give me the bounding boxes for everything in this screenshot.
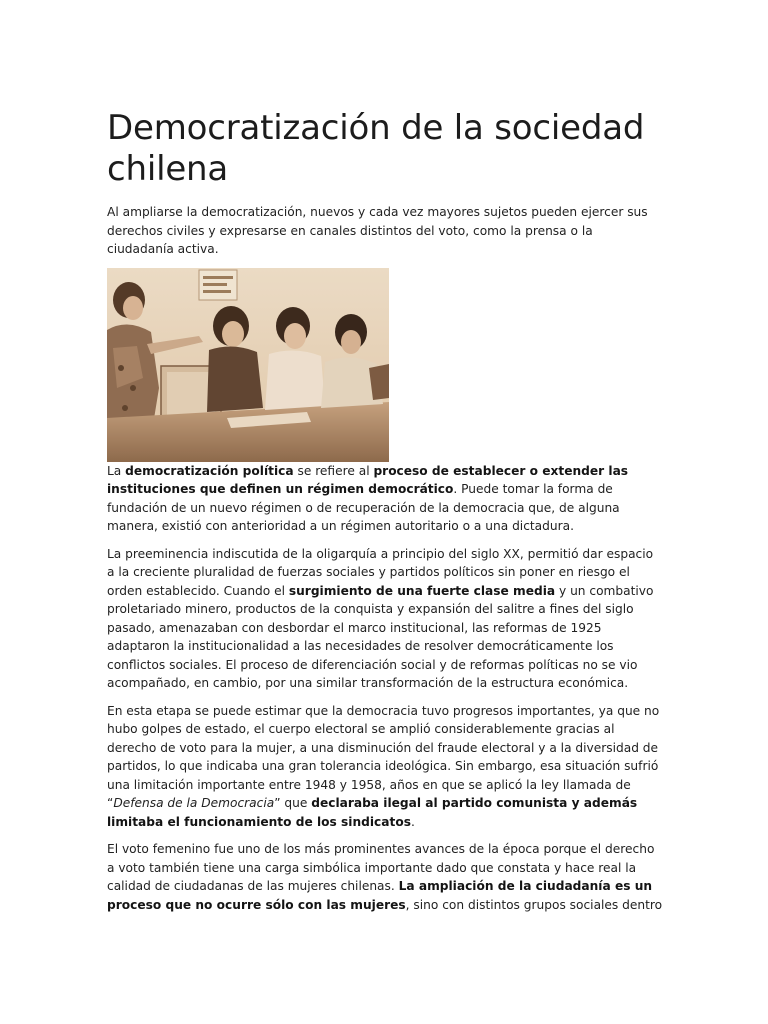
document-page [107,108,663,923]
paragraph-progresos: En esta etapa se puede estimar que la democracia tuvo progresos importantes, ya que no hubo golpes de estado, el cuerpo electoral se amplió considerablemente gracias al derecho de voto para la mujer, a una disminución del fraude electoral y a la diversidad de partidos, lo que indicaba una gran tolerancia ideológica. Sin embargo, esa situación sufrió una limitación importante entre 1948 y 1958, años en que se aplicó la ley llamada de “Defensa de la Democracia” que declaraba ilegal al partido comunista y además limitaba el funcionamiento de los sindicatos. [107,703,660,829]
page-title: Democratización de la sociedad chilena [107,108,645,189]
paragraph-oligarquia: La preeminencia indiscutida de la oligarquía a principio del siglo XX, permitió dar espacio a la creciente pluralidad de fuerzas sociales y partidos políticos sin poner en riesgo el orden establecido. Cuando el surgimiento de una fuerte clase media y un combativo proletariado minero, productos de la conquista y expansión del salitre a fines del siglo pasado, amenazaban con desbordar el marco institucional, las reformas de 1925 adaptaron la institucionalidad a las necesidades de resolver democráticamente los conflictos sociales. El proceso de diferenciación social y de reformas políticas no se vio acompañado, en cambio, por una similar transformación de la estructura económica. [107,546,654,690]
paragraph-voto-femenino: El voto femenino fue uno de los más prominentes avances de la época porque el derecho a voto también tiene una carga simbólica importante dado que constata y hace real la calidad de ciudadanas de las mujeres chilenas. La ampliación de la ciudadanía es un proceso que no ocurre sólo con las mujeres, sino con distintos grupos sociales dentro [107,842,663,912]
paragraph-democratizacion-politica: La democratización política se refiere al proceso de establecer o extender las instituciones que definen un régimen democrático. Puede tomar la forma de fundación de un nuevo régimen o de recuperación de la democracia que, de alguna manera, existió con anterioridad a un régimen autoritario o a una dictadura. [107,463,629,533]
photo-women-voting-icon [107,268,389,462]
intro-paragraph: Al ampliarse la democratización, nuevos y cada vez mayores sujetos pueden ejercer sus derechos civiles y expresarse en canales distintos del voto, como la prensa o la ciudadanía activa. [107,205,648,256]
